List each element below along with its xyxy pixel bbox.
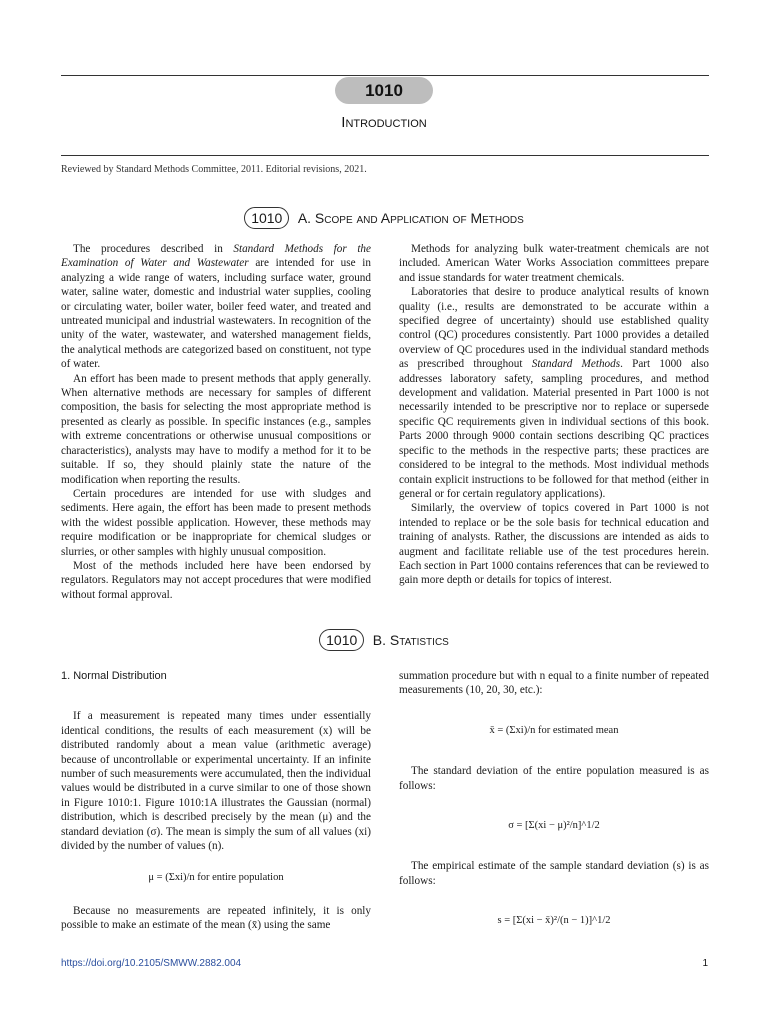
- paragraph: The standard deviation of the entire population measured is as follows:: [399, 765, 709, 792]
- section-number-badge: 1010: [335, 77, 433, 104]
- paragraph: summation procedure but with n equal to a finite number of repeated measurements (10, 20, 30, etc.):: [399, 670, 709, 697]
- section-b-number: 1010: [319, 629, 364, 651]
- paragraph: Similarly, the overview of topics covered in Part 1000 is not intended to replace or be the sole basis for technical education and training of analysts. Rather, the discussions are intended as aids to augment and facilitate reliable use of the test procedures herein. Each section in Part 1000 contains references that can be reviewed to gain more depth or details for topics of interest.: [399, 502, 709, 587]
- page-title: Introduction: [341, 114, 427, 131]
- paragraph: Certain procedures are intended for use with sludges and sediments. Here again, the effort has been made to present methods with the widest possible application. However, these methods may require modification or be inappropriate for chemical sludges or slurries, or other samples with highly unusual composition.: [61, 487, 371, 558]
- equation-population-mean: μ = (Σxi)/n for entire population: [148, 872, 284, 884]
- equation-sample-std-dev: s = [Σ(xi − x̄)²/(n − 1)]^1/2: [497, 915, 611, 927]
- section-b-left-column: [61, 669, 371, 933]
- reviewed-note: Reviewed by Standard Methods Committee, 2011. Editorial revisions, 2021.: [61, 164, 367, 175]
- section-b-right-column: [399, 669, 709, 929]
- section-b-title: B. Statistics: [372, 632, 449, 648]
- subsection-heading: 1. Normal Distribution: [61, 670, 167, 682]
- paragraph: Laboratories that desire to produce analytical results of known quality (i.e., results are demonstrated to be accurate within a specified degree of uncertainty) should use established quality control (QC) procedures consistently. Part 1000 provides a detailed overview of QC procedures used in the individual standard methods as prescribed throughout Standard Methods. Part 1000 also addresses laboratory safety, sampling procedures, and method development and validation. Material presented in Part 1000 is not necessarily intended to be prescriptive nor to replace or supersede specific QC requirements given in individual sections of this book. Parts 2000 through 9000 contain sections describing QC practices specific to the methods in the respective parts; these practices are considered to be integral to the methods. Most individual methods contain explicit instructions to be followed for that method (either in general or for certain regulatory applications).: [399, 286, 710, 500]
- paragraph: Most of the methods included here have been endorsed by regulators. Regulators may not accept procedures that were modified without formal approval.: [61, 559, 371, 601]
- equation-population-std-dev: σ = [Σ(xi − μ)²/n]^1/2: [508, 820, 600, 832]
- doi-link[interactable]: https://doi.org/10.2105/SMWW.2882.004: [61, 958, 242, 969]
- section-a-heading: [0, 207, 768, 229]
- paragraph: If a measurement is repeated many times under essentially identical conditions, the results of each measurement (x) will be distributed randomly about a mean value (arithmetic average) because of uncontrollable or experimental uncertainty. If an infinite number of such measurements were accumulated, then the individual values would be distributed in a curve similar to one of those shown in Figure 1010:1. Figure 1010:1A illustrates the Gaussian (normal) distribution, which is described precisely by the mean (μ) and the standard deviation (σ). The mean is simply the sum of all values (xi) divided by the number of values (n).: [61, 710, 371, 853]
- section-a-title: A. Scope and Application of Methods: [297, 210, 524, 226]
- equation-estimated-mean: x̄ = (Σxi)/n for estimated mean: [489, 724, 619, 736]
- title-rule: [61, 155, 709, 156]
- page-number: 1: [702, 958, 708, 969]
- paragraph: Methods for analyzing bulk water-treatment chemicals are not included. American Water Works Association committees prepare and issue standards for water treatment chemicals.: [399, 243, 709, 284]
- paragraph: The procedures described in Standard Methods for the Examination of Water and Wastewater are intended for use in analyzing a wide range of waters, including surface water, ground water, saline water, domestic and industrial water supplies, cooling or circulating water, boiler water, boiler feed water, and treated and untreated municipal and industrial wastewaters. In recognition of the unity of the water, wastewater, and watershed management fields, the analytical methods are categorized based on constituent, not type of water.: [61, 243, 371, 371]
- section-b-heading: [0, 629, 768, 651]
- section-a-number: 1010: [244, 207, 289, 229]
- paragraph: An effort has been made to present methods that apply generally. When alternative methods are necessary for samples of different composition, the basis for selecting the most appropriate method is presented as clearly as possible. In specific instances (e.g., samples with extreme concentrations or otherwise unusual compositions or characteristics), analysts may have to modify a method for it to be suitable. If so, they should plainly state the nature of the modification when reporting the results.: [61, 372, 371, 486]
- section-a-left-column: [61, 242, 371, 602]
- paragraph: The empirical estimate of the sample standard deviation (s) is as follows:: [399, 860, 709, 887]
- paragraph: Because no measurements are repeated infinitely, it is only possible to make an estimate of the mean (x̄) using the same: [61, 904, 371, 932]
- top-rule: [61, 75, 709, 76]
- section-a-right-column: [399, 242, 709, 588]
